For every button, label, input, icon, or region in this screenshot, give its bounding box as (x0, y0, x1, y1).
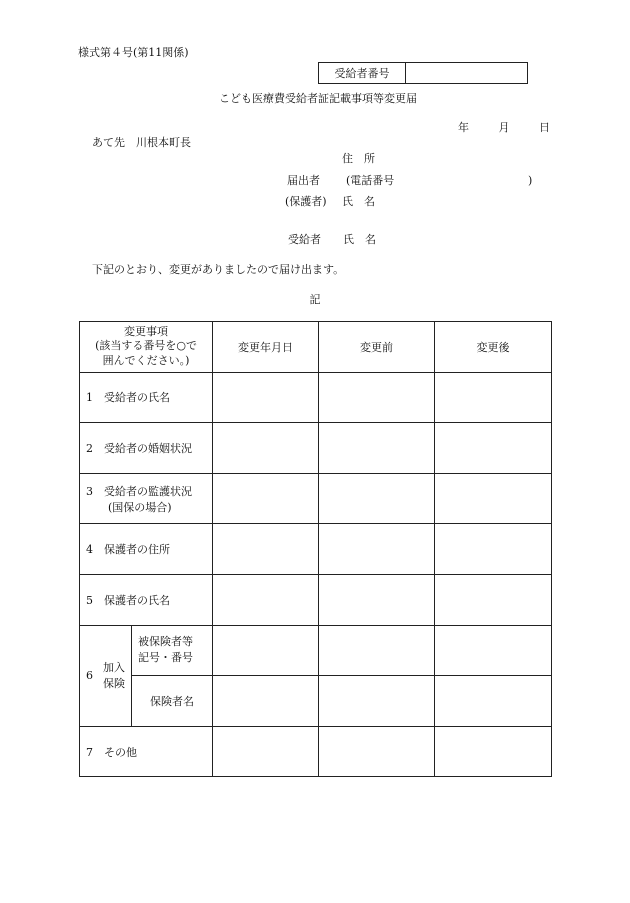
after-cell[interactable] (435, 574, 552, 625)
row-label-line2: (国保の場合) (108, 500, 172, 514)
insurance-label (103, 660, 125, 692)
before-cell[interactable] (319, 676, 435, 727)
change-date-cell[interactable] (213, 372, 319, 423)
after-cell[interactable] (435, 625, 552, 676)
header-item-line1: 変更事項 (124, 324, 168, 338)
guardian-name-label: 氏 名 (342, 195, 375, 208)
before-cell[interactable] (319, 423, 435, 474)
recipient-number-label: 受給者番号 (319, 63, 406, 83)
date-month-label: 月 (498, 121, 510, 134)
change-date-cell[interactable] (213, 423, 319, 474)
change-date-cell[interactable] (213, 676, 319, 727)
row-label: 2 受給者の婚姻状況 (80, 423, 213, 474)
addressee: あて先 川根本町長 (92, 136, 191, 149)
form-title: こども医療費受給者証記載事項等変更届 (219, 92, 417, 105)
after-cell[interactable] (435, 676, 552, 727)
guardian-label: (保護者) (285, 195, 327, 208)
applicant-label: 届出者 (287, 174, 320, 187)
recipient-number-box (318, 62, 528, 84)
table-row (80, 473, 552, 524)
recipient-number-field[interactable] (406, 63, 527, 83)
phone-label: (電話番号 (346, 174, 395, 187)
table-row (80, 524, 552, 575)
table-row (80, 625, 552, 676)
form-number: 様式第４号(第11関係) (78, 46, 189, 59)
recipient-label: 受給者 (288, 233, 321, 246)
before-cell[interactable] (319, 726, 435, 777)
sub-row-label (132, 625, 213, 676)
table-row (80, 726, 552, 777)
after-cell[interactable] (435, 524, 552, 575)
after-cell[interactable] (435, 726, 552, 777)
row-number: 6 (86, 669, 93, 683)
header-after: 変更後 (435, 322, 552, 373)
header-item-line3: 囲んでください。) (102, 354, 190, 368)
header-change-date: 変更年月日 (213, 322, 319, 373)
date-year-label: 年 (458, 121, 469, 134)
insurance-label-line2: 保険 (103, 676, 125, 690)
row-label: 4 保護者の住所 (80, 524, 213, 575)
address-label: 住 所 (342, 152, 375, 165)
phone-close-paren: ) (528, 174, 533, 187)
changes-table (79, 321, 552, 777)
header-change-item (80, 322, 213, 373)
row-label: 7 その他 (80, 726, 213, 777)
header-before: 変更前 (319, 322, 435, 373)
before-cell[interactable] (319, 625, 435, 676)
sub-row-label-line1: 被保険者等 (138, 635, 193, 649)
table-row (80, 372, 552, 423)
sub-row-label: 保険者名 (132, 676, 213, 727)
after-cell[interactable] (435, 423, 552, 474)
before-cell[interactable] (319, 372, 435, 423)
row-label-line1: 3 受給者の監護状況 (86, 484, 192, 498)
change-date-cell[interactable] (213, 625, 319, 676)
after-cell[interactable] (435, 473, 552, 524)
before-cell[interactable] (319, 574, 435, 625)
insurance-label-line1: 加入 (103, 660, 125, 674)
table-row (80, 676, 552, 727)
change-date-cell[interactable] (213, 473, 319, 524)
recipient-name-label: 氏 名 (343, 233, 376, 246)
change-date-cell[interactable] (213, 574, 319, 625)
statement: 下記のとおり、変更がありましたので届け出ます。 (92, 263, 345, 276)
date-line (444, 121, 550, 134)
change-date-cell[interactable] (213, 726, 319, 777)
sub-row-label-line2: 記号・番号 (138, 651, 193, 665)
after-cell[interactable] (435, 372, 552, 423)
before-cell[interactable] (319, 524, 435, 575)
ki-heading: 記 (309, 293, 321, 306)
row-label: 5 保護者の氏名 (80, 574, 213, 625)
table-header-row (80, 322, 552, 373)
row-label: 1 受給者の氏名 (80, 372, 213, 423)
header-item-line2: (該当する番号を○で (95, 339, 197, 353)
before-cell[interactable] (319, 473, 435, 524)
row-label (80, 473, 213, 524)
table-row (80, 574, 552, 625)
row-label-insurance (80, 625, 132, 726)
table-row (80, 423, 552, 474)
date-day-label: 日 (539, 121, 550, 134)
change-date-cell[interactable] (213, 524, 319, 575)
